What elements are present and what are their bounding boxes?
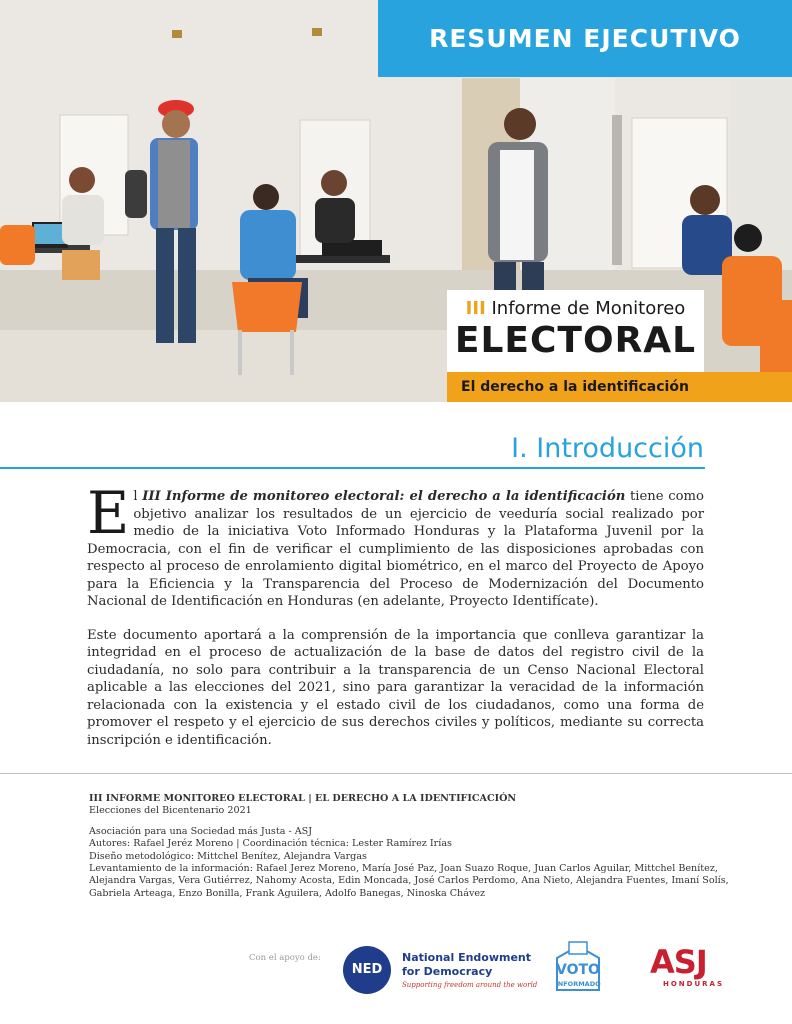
dropcap-letter: E: [87, 479, 130, 547]
ned-logo-icon: [343, 946, 391, 994]
intro-paragraph-1: [87, 479, 704, 611]
footer-divider: [0, 773, 792, 774]
report-subtitle-bar: [447, 372, 792, 402]
credits-edition: Elecciones del Bicentenario 2021: [89, 805, 252, 817]
ned-name-line2: for Democracy: [402, 965, 493, 978]
intro-p1-prefix: l: [133, 489, 143, 504]
report-roman-numeral: III: [465, 298, 486, 319]
credits-design: Diseño metodológico: Mittchel Benítez, Alejandra Vargas: [89, 850, 367, 862]
report-subtitle: El derecho a la identificación: [461, 379, 689, 395]
asj-logo-subtext: HONDURAS: [663, 980, 725, 988]
ned-name-line1: National Endowment: [402, 951, 532, 964]
credits-title: III INFORME MONITOREO ELECTORAL | EL DERECHO A LA IDENTIFICACIÓN: [89, 793, 517, 804]
section-title: I. Introducción: [511, 433, 704, 464]
section-title-rule: [0, 467, 705, 469]
credits-block: [89, 793, 729, 900]
banner-title: RESUMEN EJECUTIVO: [429, 24, 741, 53]
asj-logo: ASJ: [650, 943, 707, 981]
ned-tagline: Supporting freedom around the world: [402, 981, 538, 989]
report-title-line1-text: Informe de Monitoreo: [491, 298, 686, 319]
intro-p1-bold-title: III Informe de monitoreo electoral: el derecho a la identificación: [142, 489, 626, 504]
voto-logo-subtext: INFORMADO: [555, 980, 601, 988]
intro-p1-rest: tiene como objetivo analizar los resultados de un ejercicio de veeduría social realizado por medio de la iniciativa Voto Informado Honduras y la Plataforma Juvenil por la Democracia, con el fin de verificar el cumplimiento de las disposiciones aprobadas con respecto al proceso de enrolamiento digital biométrico, en el marco del Proyecto de Apoyo para la Eficiencia y la Transparencia del Proceso de Modernización del Documento Nacional de Identificación en Honduras (en adelante, Proyecto Identifícate).: [87, 489, 704, 609]
credits-fieldwork-line1: Levantamiento de la información: Rafael Jerez Moreno, María José Paz, Joan Suazo Roque, Juan Carlos Aguilar, Mittchel Benítez,: [89, 863, 718, 875]
report-title-line2: ELECTORAL: [454, 320, 697, 361]
support-label: Con el apoyo de:: [249, 953, 321, 963]
ned-abbreviation: NED: [351, 962, 383, 977]
credits-fieldwork-line2: Alejandra Vargas, Vera Gutiérrez, Nahomy Acosta, Edin Moncada, José Carlos Perdomo, Ana Nieto, Alejandra Fuentes, Imaní Solís,: [89, 875, 729, 887]
credits-fieldwork-line3: Gabriela Arteaga, Enzo Bonilla, Frank Aguilera, Adolfo Banegas, Ninoska Chávez: [89, 887, 486, 899]
voto-logo-text: VOTO: [556, 962, 600, 978]
credits-authors: Autores: Rafael Jeréz Moreno | Coordinación técnica: Lester Ramírez Irías: [89, 838, 452, 850]
report-title-line1: [447, 298, 704, 319]
report-title-box: [447, 290, 704, 372]
intro-body: [87, 479, 704, 765]
executive-summary-banner: [378, 0, 792, 77]
intro-paragraph-2: Este documento aportará a la comprensión de la importancia que conlleva garantizar la integridad en el proceso de actualización de la base de datos del registro civil de la ciudadanía, no solo para contribuir a la transparencia de un Censo Nacional Electoral aplicable a las elecciones del 2021, sino para garantizar la veracidad de la información relacionada con la existencia y el estado civil de los ciudadanos, como una forma de promover el respeto y el ejercicio de sus derechos civiles y políticos, mediante su correcta inscripción e identificación.: [87, 627, 704, 748]
credits-org: Asociación para una Sociedad más Justa - ASJ: [89, 825, 313, 837]
